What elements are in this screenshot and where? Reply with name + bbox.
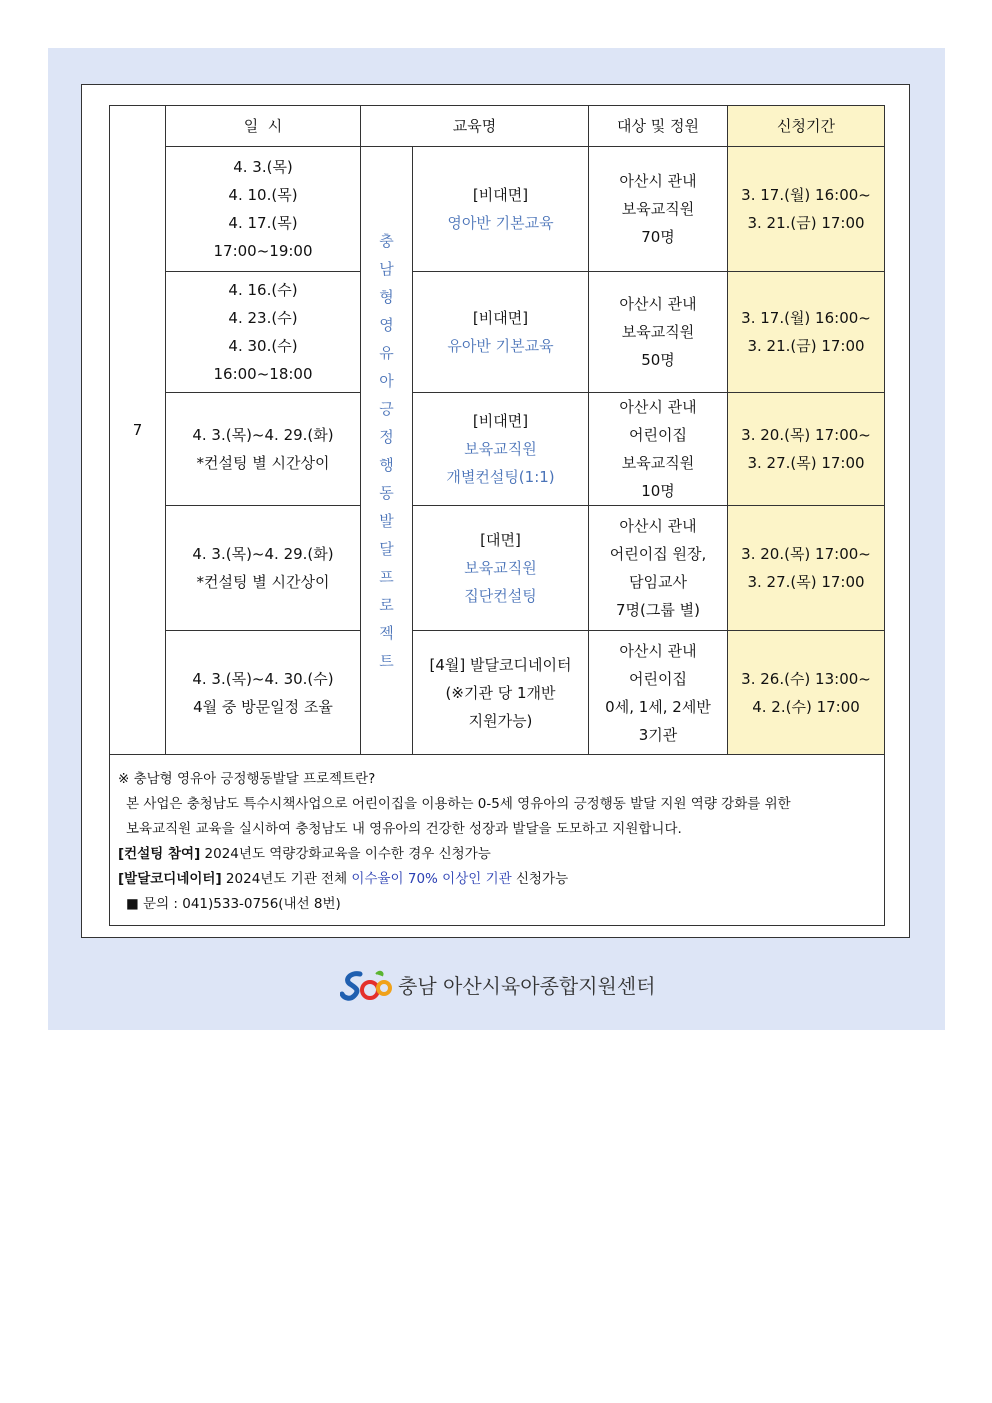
target-cell: 아산시 관내 보육교직원 70명 (589, 147, 728, 272)
footer-logo (340, 966, 656, 1002)
header-course: 교육명 (361, 106, 589, 147)
period-cell: 3. 17.(월) 16:00~ 3. 21.(금) 17:00 (728, 147, 885, 272)
target-cell: 아산시 관내 어린이집 0세, 1세, 2세반 3기관 (589, 631, 728, 755)
program-name-char: 긍 (379, 399, 394, 418)
notes-contact: ■ 문의 : 041)533-0756(내선 8번) (126, 896, 341, 912)
period-cell: 3. 20.(목) 17:00~ 3. 27.(목) 17:00 (728, 393, 885, 506)
program-name-char: 젝 (379, 623, 394, 642)
program-name-char: 영 (379, 315, 394, 334)
course-cell: [비대면] 유아반 기본교육 (413, 272, 589, 393)
schedule-table (109, 105, 885, 926)
notes-consult: [컨설팅 참여] 2024년도 역량강화교육을 이수한 경우 신청가능 (118, 846, 491, 862)
program-name-char: 달 (379, 539, 394, 558)
program-name-char: 로 (379, 595, 394, 614)
period-cell: 3. 20.(목) 17:00~ 3. 27.(목) 17:00 (728, 506, 885, 631)
program-name-char: 트 (379, 651, 394, 670)
date-cell: 4. 16.(수) 4. 23.(수) 4. 30.(수) 16:00~18:00 (166, 272, 361, 393)
table-header-row (110, 106, 885, 147)
group-no-cell (110, 106, 166, 755)
program-name-char: 남 (379, 259, 394, 278)
program-name-char: 행 (379, 455, 394, 474)
table-row (110, 506, 885, 631)
header-period: 신청기간 (728, 106, 885, 147)
period-cell: 3. 26.(수) 13:00~ 4. 2.(수) 17:00 (728, 631, 885, 755)
course-cell: [비대면] 영아반 기본교육 (413, 147, 589, 272)
course-cell: [4월] 발달코디네이터 (※기관 당 1개반 지원가능) (413, 631, 589, 755)
notes-title: ※ 충남형 영유아 긍정행동발달 프로젝트란? (118, 771, 376, 787)
program-name-char: 형 (379, 287, 394, 306)
date-cell: 4. 3.(목) 4. 10.(목) 4. 17.(목) 17:00~19:00 (166, 147, 361, 272)
header-target: 대상 및 정원 (589, 106, 728, 147)
date-cell: 4. 3.(목)~4. 30.(수) 4월 중 방문일정 조율 (166, 631, 361, 755)
table-row (110, 631, 885, 755)
program-name (361, 227, 412, 675)
notes-coordinator: [발달코디네이터] 2024년도 기관 전체 이수율이 70% 이상인 기관 신청가능 (118, 871, 569, 887)
footer-org-name: 충남 아산시육아종합지원센터 (398, 973, 656, 998)
group-no: 7 (132, 421, 143, 439)
target-cell: 아산시 관내 보육교직원 50명 (589, 272, 728, 393)
center-logo-icon (340, 966, 394, 1002)
table-row (110, 147, 885, 272)
notes-cell (110, 755, 885, 926)
notes-row (110, 755, 885, 926)
notes-desc-1: 본 사업은 충청남도 특수시책사업으로 어린이집을 이용하는 0-5세 영유아의 긍정행동 발달 지원 역량 강화를 위한 (126, 796, 791, 812)
program-name-char: 아 (379, 371, 394, 390)
program-name-char: 동 (379, 483, 394, 502)
program-name-char: 발 (379, 511, 394, 530)
header-date: 일 시 (166, 106, 361, 147)
program-name-char: 충 (379, 231, 394, 250)
program-name-cell (361, 147, 413, 755)
program-name-char: 프 (379, 567, 394, 586)
date-cell: 4. 3.(목)~4. 29.(화) *컨설팅 별 시간상이 (166, 506, 361, 631)
notes-desc-2: 보육교직원 교육을 실시하여 충청남도 내 영유아의 건강한 성장과 발달을 도모하고 지원합니다. (126, 821, 682, 837)
course-cell: [비대면] 보육교직원 개별컨설팅(1:1) (413, 393, 589, 506)
program-name-char: 유 (379, 343, 394, 362)
target-cell: 아산시 관내 어린이집 원장, 담임교사 7명(그룹 별) (589, 506, 728, 631)
date-cell: 4. 3.(목)~4. 29.(화) *컨설팅 별 시간상이 (166, 393, 361, 506)
target-cell: 아산시 관내 어린이집 보육교직원 10명 (589, 393, 728, 506)
program-name-char: 정 (379, 427, 394, 446)
course-cell: [대면] 보육교직원 집단컨설팅 (413, 506, 589, 631)
period-cell: 3. 17.(월) 16:00~ 3. 21.(금) 17:00 (728, 272, 885, 393)
table-row (110, 272, 885, 393)
table-row (110, 393, 885, 506)
